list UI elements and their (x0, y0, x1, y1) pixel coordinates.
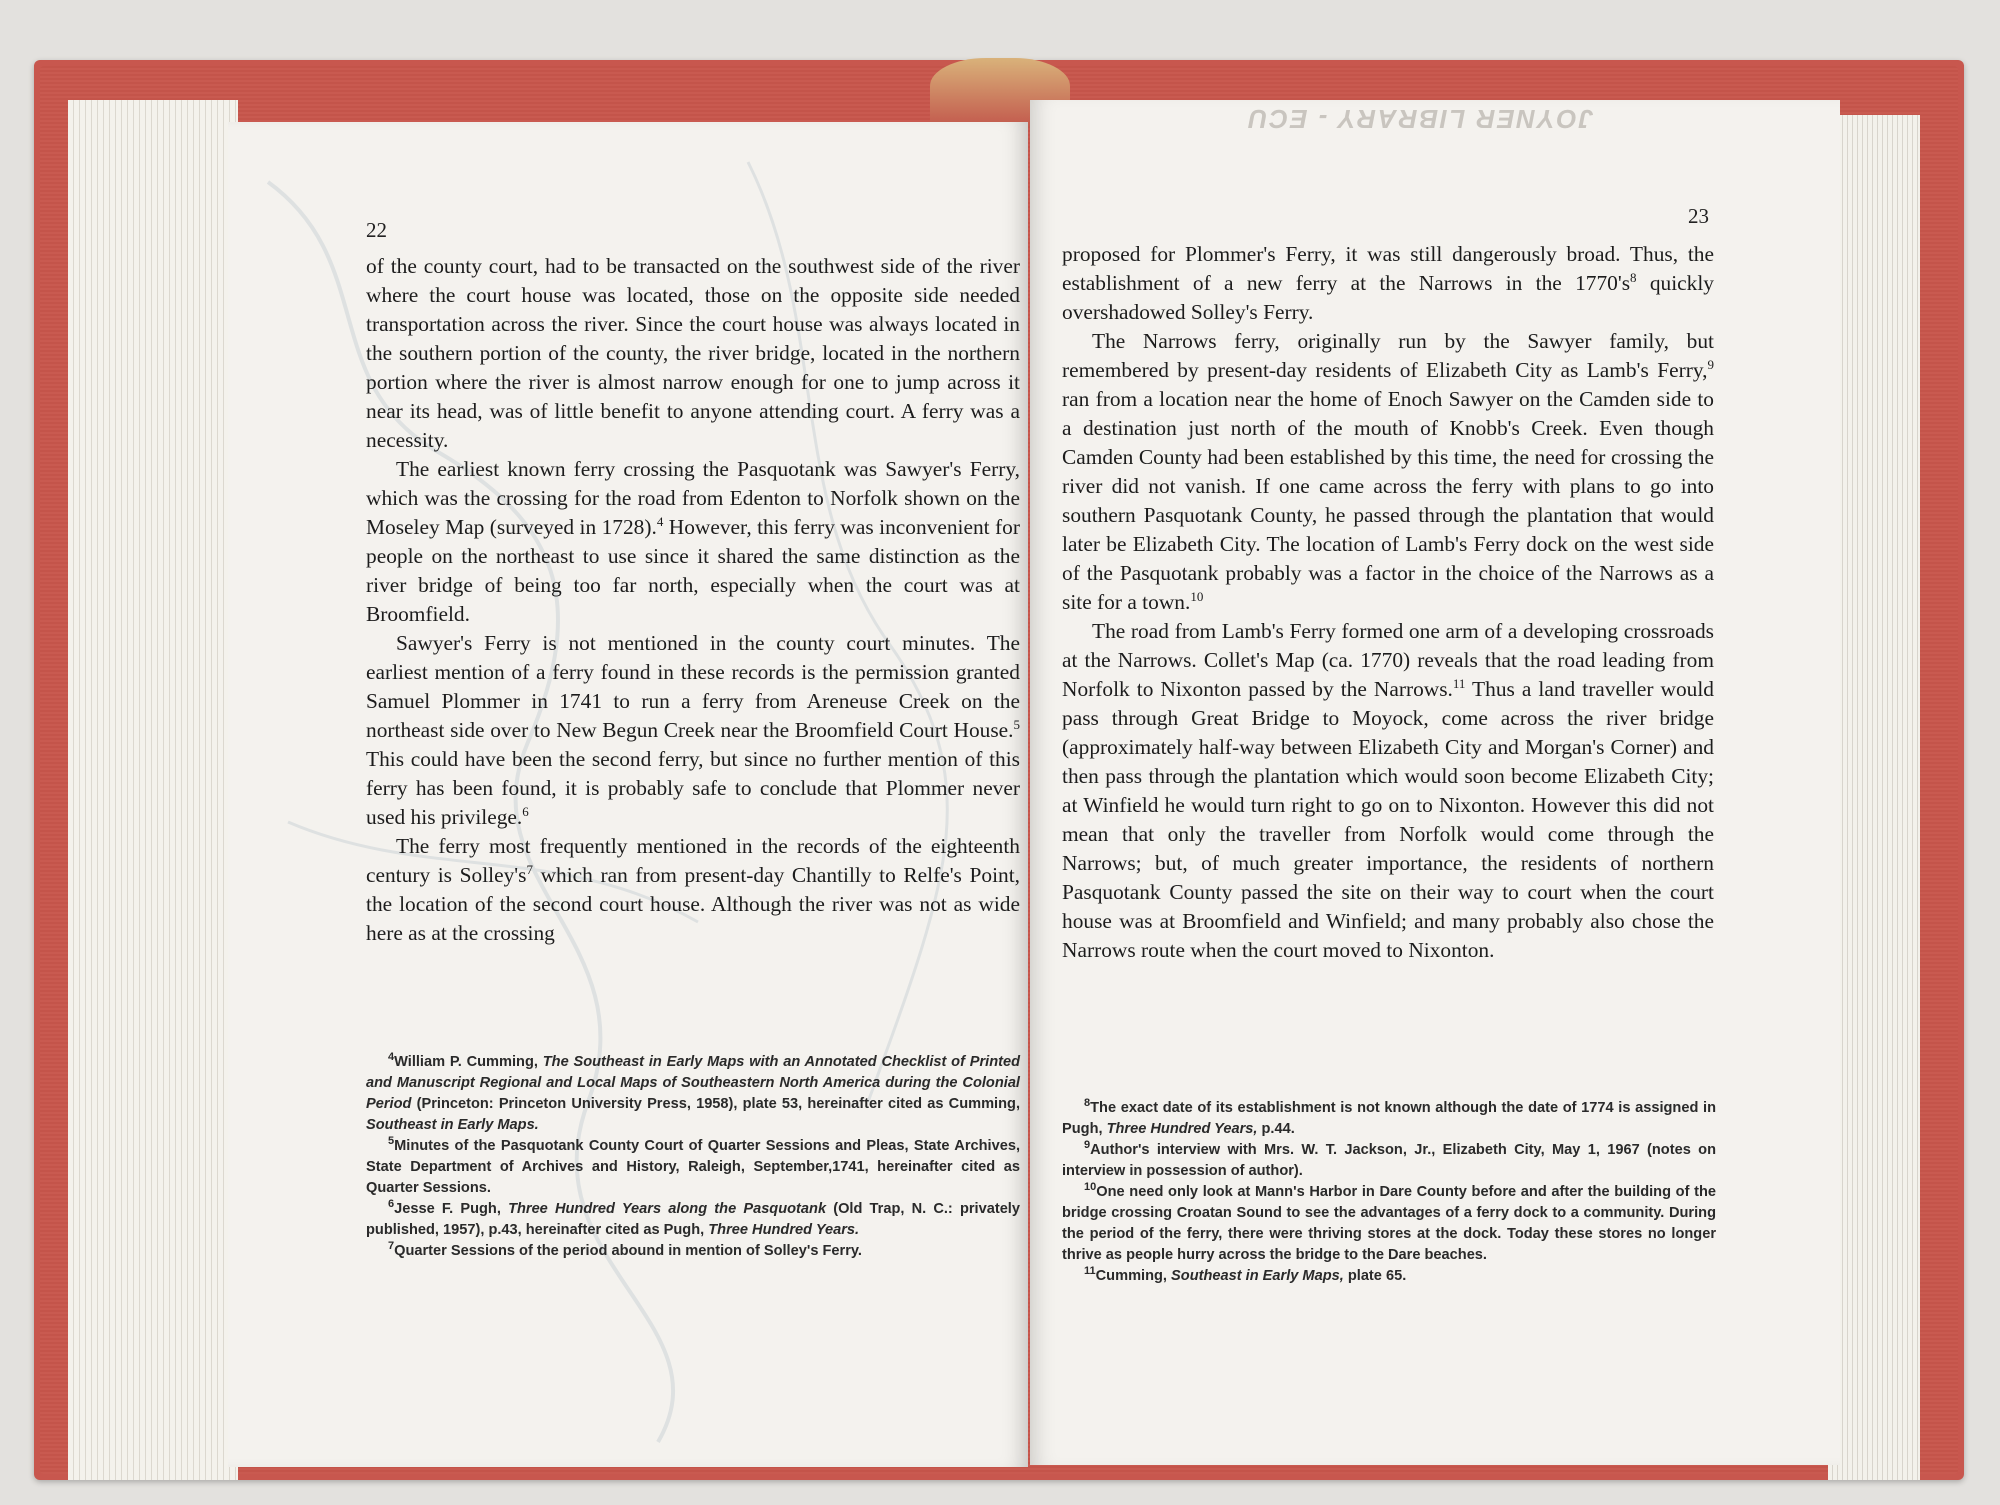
right-footnotes (1062, 1098, 1716, 1287)
footnote-ref: 6 (522, 803, 529, 819)
paragraph: The earliest known ferry crossing the Pasquotank was Sawyer's Ferry, which was the crossing for the road from Edenton to Norfolk shown on the Moseley Map (surveyed in 1728).$^4$ However, this ferry was inconvenient for people on the northeast to use since it shared the same distinction as the river bridge of being too far north, especially when the court was at Broomfield. (366, 457, 1020, 626)
footnote: $^5$Minutes of the Pasquotank County Court of Quarter Sessions and Pleas, State Archives, State Department of Archives and History, Raleigh, September,1741, hereinafter cited as Quarter Sessions. (366, 1135, 1020, 1196)
footnote-ref: 10 (1190, 588, 1204, 604)
footnote: $^{10}$One need only look at Mann's Harbor in Dare County before and after the building of the bridge crossing Croatan Sound to see the advantages of a ferry dock to a community. During the period of the ferry, there were thriving stores at the dock. Today these stores no longer thrive as people hurry across the bridge to the Dare beaches. (1062, 1181, 1716, 1263)
paragraph: The Narrows ferry, originally run by the Sawyer family, but remembered by present-day residents of Elizabeth City as Lamb's Ferry,$^9$ ran from a location near the home of Enoch Sawyer on the Camden side to a destination just north of the mouth of Knobb's Creek. Even though Camden County had been established by this time, the need for crossing the river did not vanish. If one came across the ferry with plans to go into southern Pasquotank County, he passed through the plantation that would later be Elizabeth City. The location of Lamb's Ferry dock on the west side of the Pasquotank probably was a factor in the choice of the Narrows as a site for a town.$^{10}$ (1062, 329, 1714, 614)
paragraph: Sawyer's Ferry is not mentioned in the county court minutes. The earliest mention of a ferry found in these records is the permission granted Samuel Plommer in 1741 to run a ferry from Areneuse Creek on the northeast side over to New Begun Creek near the Broomfield Court House.$^5$ This could have been the second ferry, but since no further mention of this ferry has been found, it is probably safe to conclude that Plommer never used his privilege.$^6$ (366, 631, 1020, 829)
footnote: $^{11}$Cumming, Southeast in Early Maps, plate 65. (1084, 1265, 1407, 1284)
paragraph: proposed for Plommer's Ferry, it was still dangerously broad. Thus, the establishment of a new ferry at the Narrows in the $1770's^8$ quickly overshadowed Solley's Ferry. (1062, 242, 1714, 324)
left-page-number: 22 (366, 218, 387, 242)
left-page-edges (68, 100, 238, 1480)
paragraph: The road from Lamb's Ferry formed one arm of a developing crossroads at the Narrows. Collet's Map (ca. 1770) reveals that the road leading from Norfolk to Nixonton passed by the Narrows.$^{11}$ Thus a land traveller would pass through Great Bridge to Moyock, come across the river bridge (approximately half-way between Elizabeth City and Morgan's Corner) and then pass through the plantation which would soon become Elizabeth City; at Winfield he would turn right to go on to Nixonton. However this did not mean that only the traveller from Norfolk would come through the Narrows; but, of much greater importance, the residents of northern Pasquotank County passed the site on their way to court when the court house was at Broomfield and Winfield; and many probably also chose the Narrows route when the court moved to Nixonton. (1062, 619, 1715, 962)
footnote-ref: 4 (656, 513, 664, 529)
footnote-ref: 7 (526, 861, 533, 877)
footnote-ref: 5 (1013, 716, 1020, 732)
footnote: $^6$Jesse F. Pugh, Three Hundred Years along the Pasquotank (Old Trap, N. C.: privately published, 1957), p.43, hereinafter cited as Pugh, Three Hundred Years. (366, 1198, 1020, 1238)
footnote-ref: 9 (1707, 356, 1714, 372)
footnote: $^4$William P. Cumming, The Southeast in Early Maps with an Annotated Checklist of Printed and Manuscript Regional and Local Maps of Southeastern North America during the Colonial Period (Princeton: Princeton University Press, 1958), plate 53, hereinafter cited as Cumming, Southeast in Early Maps. (366, 1051, 1021, 1133)
footnote: $^7$Quarter Sessions of the period abound in mention of Solley's Ferry. (388, 1240, 862, 1259)
paragraph: of the county court, had to be transacted on the southwest side of the river where the court house was located, those on the opposite side needed transportation across the river. Since the court house was always located in the southern portion of the county, the river bridge, located in the northern portion where the river is almost narrow enough for one to jump across it near its head, was of little benefit to anyone attending court. A ferry was a necessity. (366, 254, 1020, 452)
footnote: $^8$The exact date of its establishment is not known although the date of 1774 is assigned in Pugh, Three Hundred Years, p.44. (1062, 1097, 1716, 1137)
right-body-text (1062, 240, 1714, 965)
footnote: $^9$Author's interview with Mrs. W. T. Jackson, Jr., Elizabeth City, May 1, 1967 (notes on interview in possession of author). (1062, 1139, 1716, 1179)
left-body-text (366, 252, 1020, 948)
library-stamp: JOYNER LIBRARY - ECU (1246, 104, 1594, 134)
right-page-number: 23 (1688, 204, 1709, 228)
footnote-ref: 11 (1452, 675, 1466, 691)
left-footnotes (366, 1052, 1020, 1262)
footnote-ref: 8 (1630, 269, 1637, 285)
paragraph: The ferry most frequently mentioned in the records of the eighteenth century is $Solley's^7$ which ran from present-day Chantilly to Relfe's Point, the location of the second court house. Although the river was not as wide here as at the crossing (366, 834, 1021, 945)
right-page-edges (1828, 115, 1920, 1480)
